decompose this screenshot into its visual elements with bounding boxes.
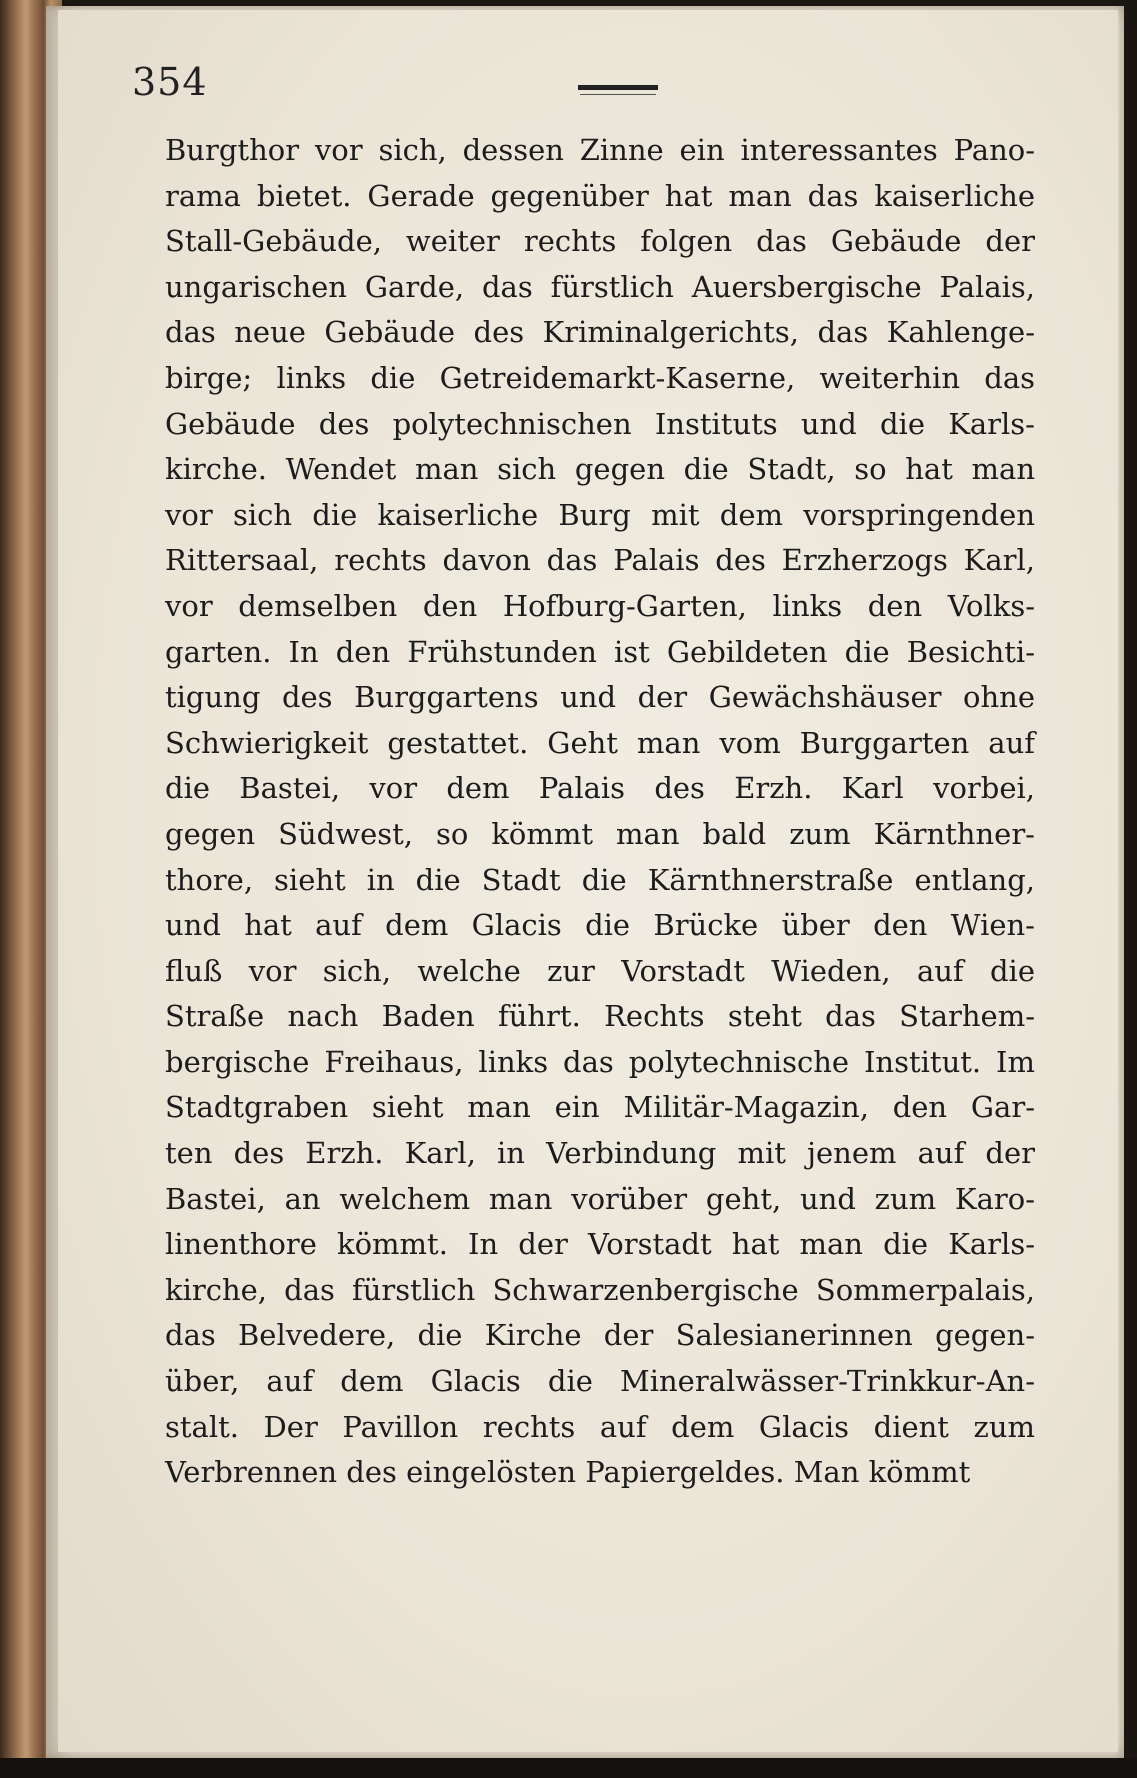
text-line: die Bastei, vor dem Palais des Erzh. Karl vorbei, [165, 771, 1035, 806]
text-line: bergische Freihaus, links das polytechnische Institut. Im [165, 1044, 1035, 1079]
text-line: kirche. Wendet man sich gegen die Stadt, so hat man [165, 452, 1035, 487]
text-line: garten. In den Frühstunden ist Gebildeten die Besichti- [165, 634, 1035, 669]
text-line: Bastei, an welchem man vorüber geht, und zum Karo- [165, 1181, 1035, 1216]
body-text [165, 128, 1035, 1496]
text-line: fluß vor sich, welche zur Vorstadt Wieden, auf die [165, 953, 1035, 988]
text-line: gegen Südwest, so kömmt man bald zum Kärnthner- [165, 816, 1035, 851]
text-line: Schwierigkeit gestattet. Geht man vom Burggarten auf [165, 725, 1035, 760]
header-rule [578, 85, 658, 90]
text-line: das Belvedere, die Kirche der Salesianerinnen gegen- [165, 1318, 1035, 1353]
text-line: Straße nach Baden führt. Rechts steht das Starhem- [165, 999, 1035, 1034]
scan-bottom-edge [0, 1758, 1137, 1778]
text-line: das neue Gebäude des Kriminalgerichts, das Kahlenge- [165, 315, 1035, 350]
text-line: Verbrennen des eingelösten Papiergeldes. Man kömmt [165, 1455, 971, 1490]
text-line: tigung des Burggartens und der Gewächshäuser ohne [165, 680, 1035, 715]
text-line: stalt. Der Pavillon rechts auf dem Glacis dient zum [165, 1409, 1035, 1444]
text-line: kirche, das fürstlich Schwarzenbergische Sommerpalais, [165, 1272, 1035, 1307]
text-line: Gebäude des polytechnischen Instituts und die Karls- [165, 406, 1035, 441]
text-line: Rittersaal, rechts davon das Palais des Erzherzogs Karl, [165, 543, 1035, 578]
text-line: Burgthor vor sich, dessen Zinne ein interessantes Pano- [165, 133, 1035, 167]
text-line: rama bietet. Gerade gegenüber hat man das kaiserliche [165, 178, 1035, 213]
header-rule-thin [580, 94, 656, 95]
text-line: ten des Erzh. Karl, in Verbindung mit jenem auf der [165, 1136, 1035, 1171]
text-line: vor demselben den Hofburg-Garten, links den Volks- [165, 588, 1035, 623]
text-line: vor sich die kaiserliche Burg mit dem vorspringenden [165, 497, 1035, 532]
text-line: und hat auf dem Glacis die Brücke über den Wien- [165, 908, 1035, 943]
text-line: Stadtgraben sieht man ein Militär-Magazin, den Gar- [165, 1090, 1035, 1125]
text-line: über, auf dem Glacis die Mineralwässer-Trinkkur-An- [165, 1364, 1035, 1399]
text-line: Stall-Gebäude, weiter rechts folgen das Gebäude der [165, 224, 1035, 259]
text-line: ungarischen Garde, das fürstlich Auersbergische Palais, [165, 269, 1035, 304]
text-line: birge; links die Getreidemarkt-Kaserne, weiterhin das [165, 360, 1035, 395]
page-number: 354 [132, 60, 208, 104]
text-line: linenthore kömmt. In der Vorstadt hat man die Karls- [165, 1227, 1035, 1262]
text-line: thore, sieht in die Stadt die Kärnthnerstraße entlang, [165, 862, 1035, 897]
